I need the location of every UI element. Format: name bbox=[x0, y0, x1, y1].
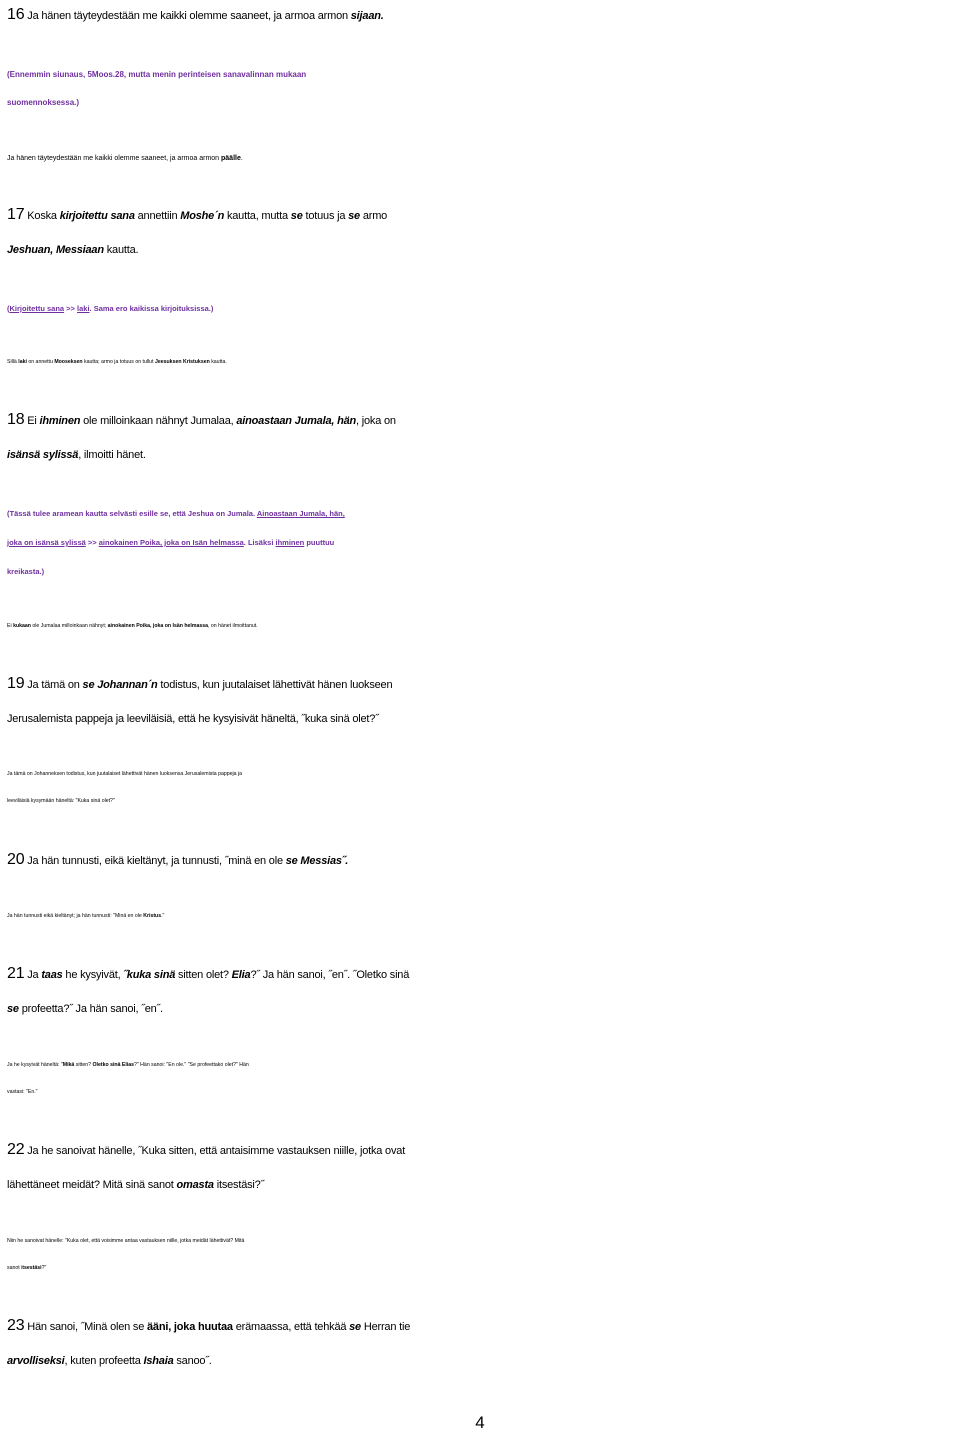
reference-18: Ei kukaan ole Jumalaa milloinkaan nähnyt; ainokainen Poika, joka on Isän helmassa, on hänet ilmoittanut. bbox=[7, 623, 258, 629]
verse-19: 19 Ja tämä on se Johannan´n todistus, kun juutalaiset lähettivät hänen luokseen Jerusalemista pappeja ja leeviläisiä, että he kysyisivät häneltä, ˝kuka sinä olet?˝ bbox=[7, 675, 393, 725]
verse-21: 21 Ja taas he kysyivät, ˝kuka sinä sitten olet? Elia?˝ Ja hän sanoi, ˝en˝. ˝Oletko sinä se profeetta?˝ Ja hän sanoi, ˝en˝. bbox=[7, 965, 410, 1015]
verse-20: 20 Ja hän tunnusti, eikä kieltänyt, ja tunnusti, ˝minä en ole se Messias˝. bbox=[7, 851, 349, 868]
verse-number: 22 bbox=[7, 1141, 25, 1158]
verse-number: 21 bbox=[7, 965, 25, 982]
reference-20: Ja hän tunnusti eikä kieltänyt; ja hän tunnusti: "Minä en ole Kristus." bbox=[7, 913, 165, 919]
reference-19: Ja tämä on Johanneksen todistus, kun juutalaiset lähettivät hänen luoksensa Jerusalemista pappeja ja leeviläisiä kysymään häneltä: "Kuka sinä olet?" bbox=[7, 771, 243, 804]
verse-22: 22 Ja he sanoivat hänelle, ˝Kuka sitten, että antaisimme vastauksen niille, jotka ovat lähettäneet meidät? Mitä sinä sanot omasta itsestäsi?˝ bbox=[7, 1141, 406, 1191]
translator-note-1: (Ennemmin siunaus, 5Moos.28, mutta menin perinteisen sanavalinnan mukaan suomennoksessa.) bbox=[7, 70, 307, 107]
reference-21: Ja he kysyivät häneltä: "Mikä sitten? Oletko sinä Elias?" Hän sanoi: "En ole." "Se profeettako olet?" Hän vastasi: "En." bbox=[7, 1062, 249, 1095]
verse-17: 17 Koska kirjoitettu sana annettiin Moshe´n kautta, mutta se totuus ja se armo Jeshuan, Messiaan kautta. bbox=[7, 206, 388, 256]
verse-number: 18 bbox=[7, 411, 25, 428]
page-number: 4 bbox=[475, 1413, 485, 1432]
verse-23: 23 Hän sanoi, ˝Minä olen se ääni, joka huutaa erämaassa, että tehkää se Herran tie arvolliseksi, kuten profeetta Ishaia sanoo˝. bbox=[7, 1317, 411, 1367]
verse-number: 17 bbox=[7, 206, 25, 223]
translator-note-2: (Kirjoitettu sana >> laki. Sama ero kaikissa kirjoituksissa.) bbox=[7, 304, 214, 313]
verse-number: 23 bbox=[7, 1317, 25, 1334]
reference-17: Sillä laki on annettu Mooseksen kautta; armo ja totuus on tullut Jeesuksen Kristuksen kautta. bbox=[7, 359, 227, 365]
verse-16: 16 Ja hänen täyteydestään me kaikki olemme saaneet, ja armoa armon sijaan. bbox=[7, 6, 384, 23]
reference-16: Ja hänen täyteydestään me kaikki olemme saaneet, ja armoa armon päälle. bbox=[7, 155, 243, 162]
verse-number: 16 bbox=[7, 6, 25, 23]
reference-22: Niin he sanoivat hänelle: "Kuka olet, että voisimme antaa vastauksen niille, jotka meidät lähettivät? Mitä sanot itsestäsi?" bbox=[7, 1238, 245, 1271]
verse-18: 18 Ei ihminen ole milloinkaan nähnyt Jumalaa, ainoastaan Jumala, hän, joka on isänsä sylissä, ilmoitti hänet. bbox=[7, 411, 396, 461]
verse-number: 19 bbox=[7, 675, 25, 692]
verse-number: 20 bbox=[7, 851, 25, 868]
translator-note-3: (Tässä tulee aramean kautta selvästi esille se, että Jeshua on Jumala. Ainoastaan Jumala, hän, joka on isänsä sylissä >> ainokainen Poika, joka on Isän helmassa. Lisäksi ihminen puuttuu kreikasta.) bbox=[7, 509, 345, 576]
